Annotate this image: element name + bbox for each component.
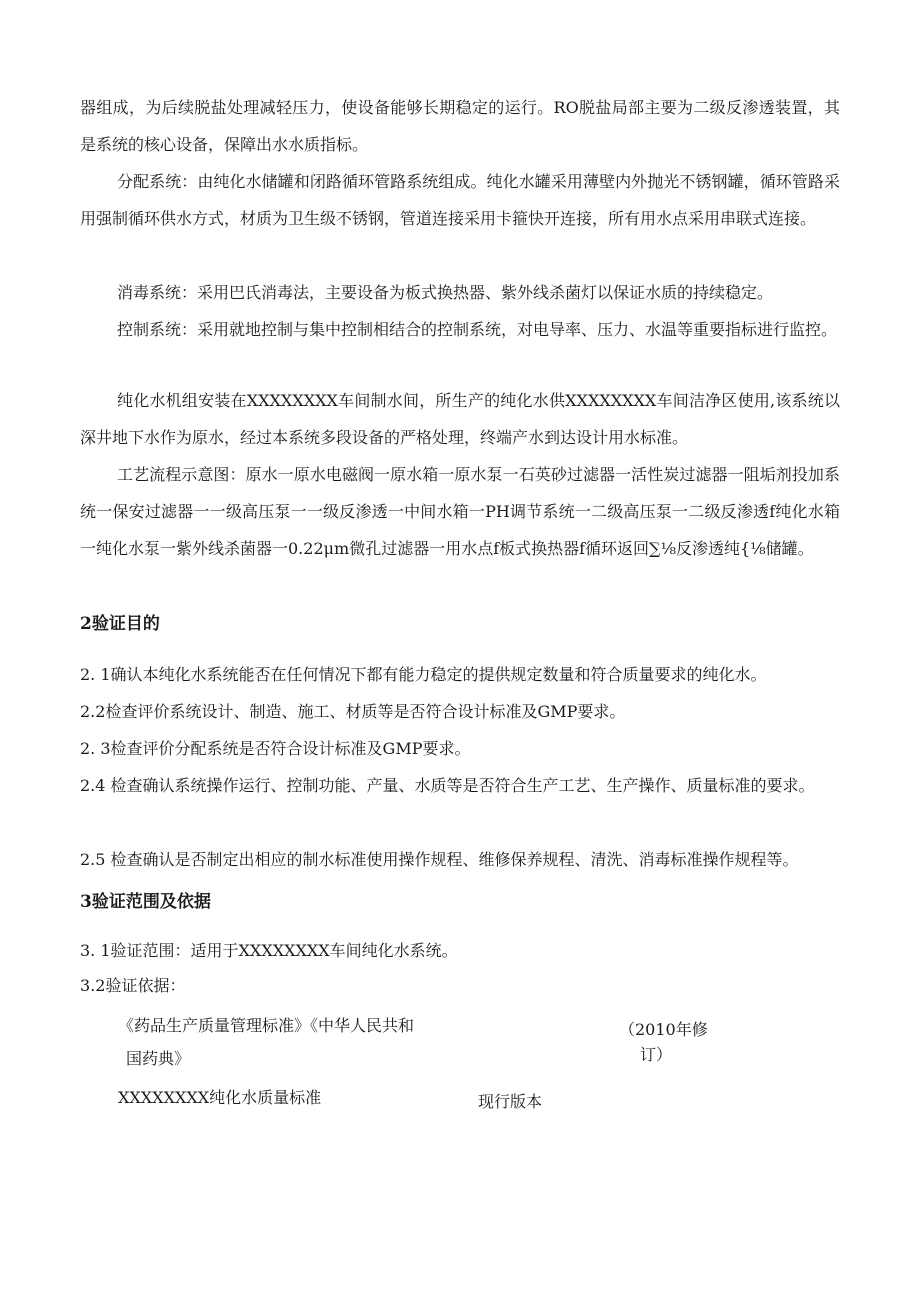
paragraph-process-flow: 工艺流程示意图：原水一原水电磁阀一原水箱一原水泵一石英砂过滤器一活性炭过滤器一阻垢剂投加系统一保安过滤器一一级高压泵一一级反渗透一中间水箱一PH调节系统一二级高压泵一二级反渗透f纯化水箱一纯化水泵一紫外线杀菌器一0.22μm微孔过滤器一用水点f板式换热器f循环返回∑⅛反渗透纯{⅛储罐。: [80, 465, 840, 558]
reference-version-water-standard: 现行版本: [478, 1092, 543, 1111]
paragraph-intro-tail: 器组成，为后续脱盐处理减轻压力，使设备能够长期稳定的运行。RO脱盐局部主要为二级反渗透装置，其是系统的核心设备，保障出水水质指标。: [80, 98, 840, 154]
basis-line: 3.2验证依据：: [80, 976, 186, 995]
section-2-heading: 2验证目的: [80, 614, 160, 634]
scope-line: 3. 1验证范围：适用于XXXXXXXX车间纯化水系统。: [80, 941, 458, 960]
paragraph-disinfection-system: 消毒系统：采用巴氏消毒法，主要设备为板式换热器、紫外线杀菌灯以保证水质的持续稳定。: [117, 283, 774, 302]
reference-version-gmp-line2: 订）: [640, 1045, 673, 1064]
reference-version-gmp-line1: （2010年修: [619, 1020, 708, 1039]
section-3-heading: 3验证范围及依据: [80, 892, 211, 912]
list-item-2-1: 2. 1确认本纯化水系统能否在任何情况下都有能力稳定的提供规定数量和符合质量要求的纯化水。: [80, 665, 767, 684]
reference-name-gmp-line2: 国药典》: [126, 1049, 191, 1068]
list-item-2-5: 2.5 检查确认是否制定出相应的制水标准使用操作规程、维修保养规程、清洗、消毒标准操作规程等。: [80, 850, 799, 869]
reference-name-gmp-line1: 《药品生产质量管理标准》《中华人民共和: [118, 1016, 415, 1035]
paragraph-control-system: 控制系统：采用就地控制与集中控制相结合的控制系统，对电导率、压力、水温等重要指标进行监控。: [117, 320, 838, 339]
paragraph-distribution-system: 分配系统：由纯化水储罐和闭路循环管路系统组成。纯化水罐采用薄壁内外抛光不锈钢罐，循环管路采用强制循环供水方式，材质为卫生级不锈钢，管道连接采用卡箍快开连接，所有用水点采用串联式连接。: [80, 172, 840, 228]
list-item-2-3: 2. 3检查评价分配系统是否符合设计标准及GMP要求。: [80, 739, 471, 758]
paragraph-installation: 纯化水机组安装在XXXXXXXX车间制水间，所生产的纯化水供XXXXXXXX车间洁净区使用,该系统以深井地下水作为原水，经过本系统多段设备的严格处理，终端产水到达设计用水标准。: [80, 391, 840, 447]
list-item-2-2: 2.2检查评价系统设计、制造、施工、材质等是否符合设计标准及GMP要求。: [80, 702, 626, 721]
reference-name-water-standard: XXXXXXXX纯化水质量标准: [118, 1088, 322, 1107]
list-item-2-4: 2.4 检查确认系统操作运行、控制功能、产量、水质等是否符合生产工艺、生产操作、质量标准的要求。: [80, 776, 815, 795]
